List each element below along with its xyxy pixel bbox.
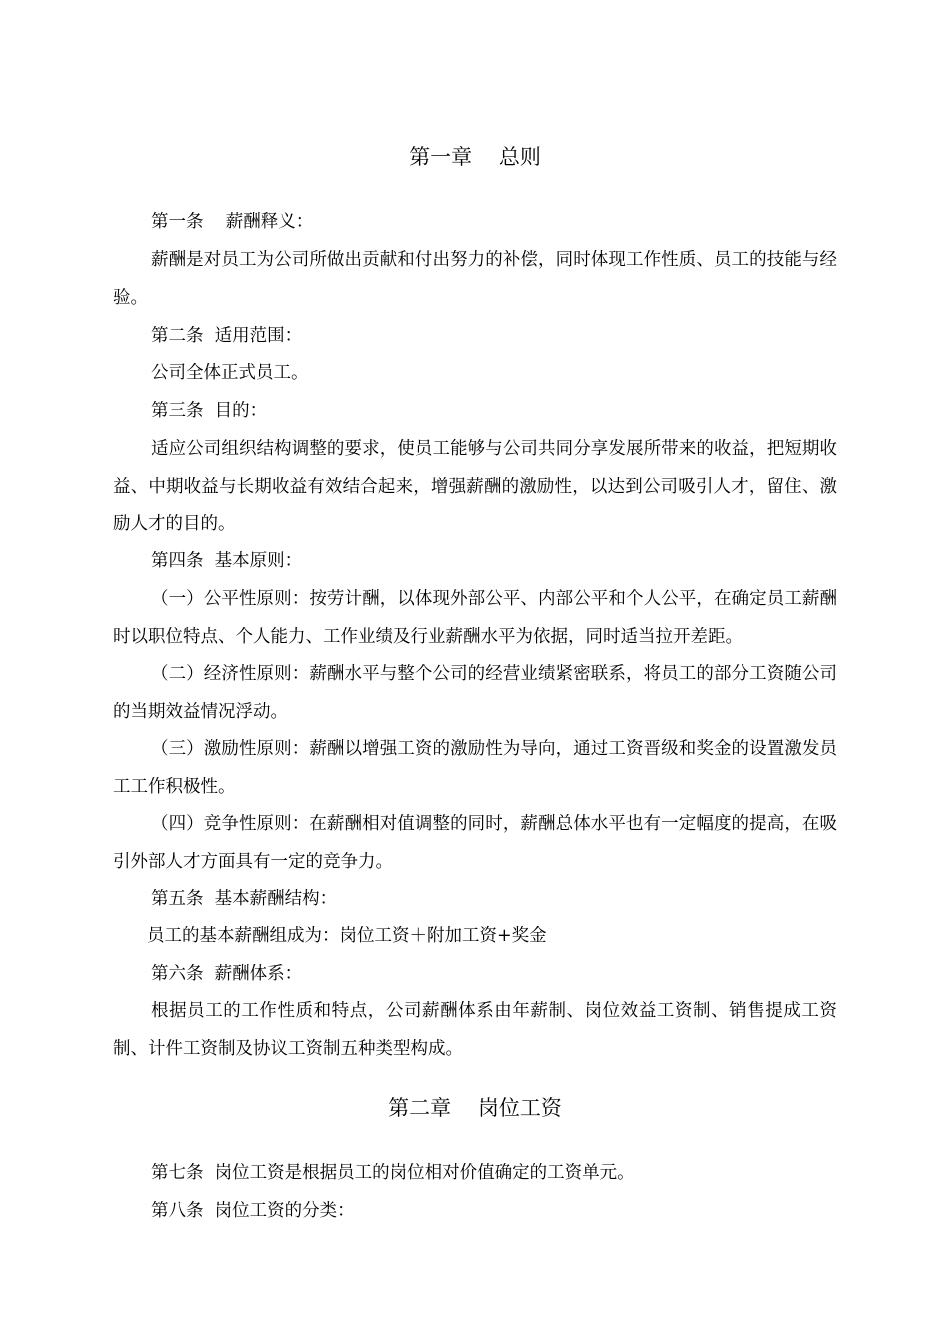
- article-3-title: 第三条 目的：: [151, 401, 268, 421]
- article-5-body: 员工的基本薪酬组成为：岗位工资＋附加工资+奖金: [147, 926, 547, 946]
- article-2-title: 第二条 适用范围：: [151, 326, 303, 346]
- article-6-title: 第六条 薪酬体系：: [151, 964, 303, 984]
- principle-1: （一）公平性原则：按劳计酬，以体现外部公平、内部公平和个人公平，在确定员工薪酬时以职位特点、个人能力、工作业绩及行业薪酬水平为依据，同时适当拉开差距。: [113, 589, 837, 647]
- article-7: 第七条 岗位工资是根据员工的岗位相对价值确定的工资单元。: [151, 1163, 635, 1183]
- article-5-title: 第五条 基本薪酬结构：: [151, 889, 338, 909]
- chapter-1-title: 第一章 总则: [409, 145, 541, 169]
- chapter-2-title: 第二章 岗位工资: [388, 1096, 562, 1120]
- article-4-title: 第四条 基本原则：: [151, 551, 303, 571]
- article-1-body: 薪酬是对员工为公司所做出贡献和付出努力的补偿，同时体现工作性质、员工的技能与经验。: [113, 250, 837, 308]
- principle-2: （二）经济性原则：薪酬水平与整个公司的经营业绩紧密联系，将员工的部分工资随公司的当期效益情况浮动。: [113, 664, 837, 722]
- principle-4: （四）竞争性原则：在薪酬相对值调整的同时，薪酬总体水平也有一定幅度的提高，在吸引外部人才方面具有一定的竞争力。: [113, 814, 837, 872]
- article-3-body: 适应公司组织结构调整的要求，使员工能够与公司共同分享发展所带来的收益，把短期收益、中期收益与长期收益有效结合起来，增强薪酬的激励性，以达到公司吸引人才，留住、激励人才的目的。: [113, 439, 837, 535]
- article-1-title: 第一条 薪酬释义：: [151, 212, 314, 232]
- principle-3: （三）激励性原则：薪酬以增强工资的激励性为导向，通过工资晋级和奖金的设置激发员工工作积极性。: [113, 739, 837, 797]
- article-8: 第八条 岗位工资的分类：: [151, 1201, 355, 1221]
- article-6-body: 根据员工的工作性质和特点，公司薪酬体系由年薪制、岗位效益工资制、销售提成工资制、计件工资制及协议工资制五种类型构成。: [113, 1001, 837, 1059]
- article-2-body: 公司全体正式员工。: [151, 363, 309, 383]
